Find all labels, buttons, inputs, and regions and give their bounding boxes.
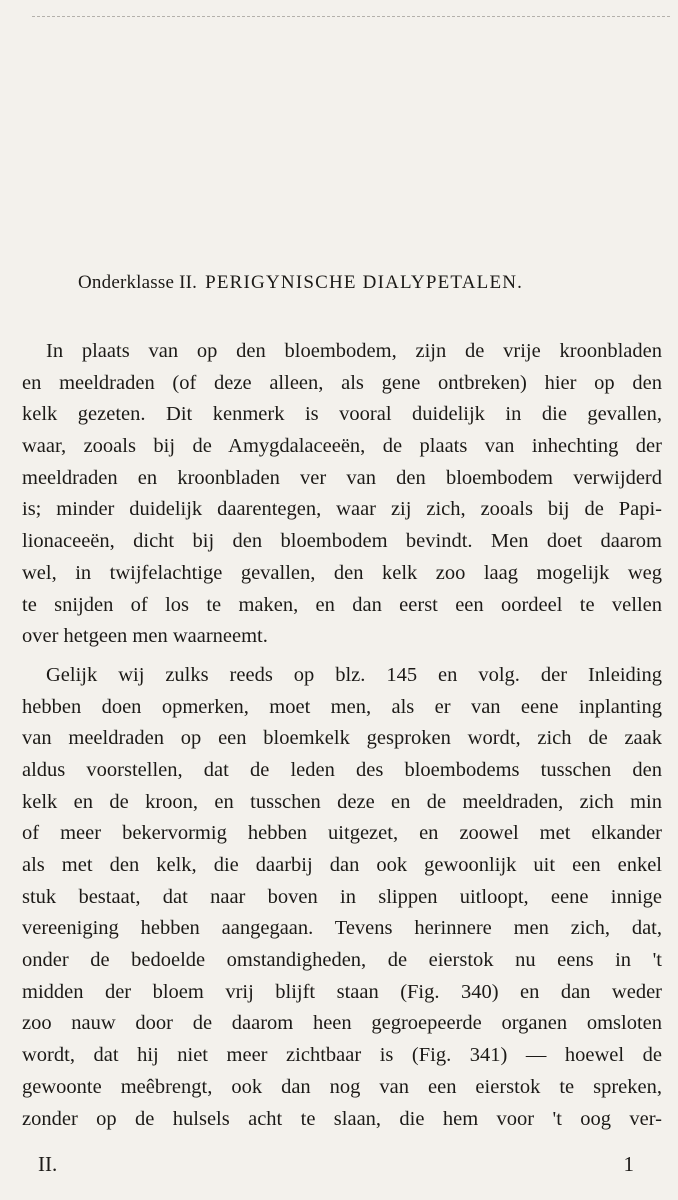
text-line: midden der bloem vrij blijft staan (Fig. 340) en dan weder [22,980,662,1003]
text-line: Gelijk wij zulks reeds op blz. 145 en volg. der Inleiding [46,663,662,686]
paragraph-2 [22,660,662,1135]
text-line: gewoonte meêbrengt, ook dan nog van een eierstok te spreken, [22,1075,662,1098]
text-line: wordt, dat hij niet meer zichtbaar is (Fig. 341) — hoewel de [22,1044,662,1067]
text-line: In plaats van op den bloembodem, zijn de vrije kroonbladen [46,340,662,362]
heading-prefix: Onderklasse II. [78,272,198,293]
text-line: van meeldraden op een bloemkelk gesproken wordt, zich de zaak [22,727,662,750]
signature-mark: II. [38,1152,58,1176]
text-line: of meer bekervormig hebben uitgezet, en zoowel met elkander [22,822,662,845]
text-line: over hetgeen men waarneemt. [22,625,268,648]
text-line: kelk gezeten. Dit kenmerk is vooral duidelijk in die gevallen, [22,403,662,426]
page-footer [22,1152,634,1177]
body-text [22,336,662,1135]
text-line: zonder op de hulsels acht te slaan, die hem voor 't oog ver- [22,1107,662,1130]
section-heading [78,272,638,294]
paragraph-1 [22,336,662,653]
heading-title: PERIGYNISCHE DIALYPETALEN. [205,272,524,293]
text-line: en meeldraden (of deze alleen, als gene ontbreken) hier op den [22,371,662,394]
text-line: wel, in twijfelachtige gevallen, den kelk zoo laag mogelijk weg [22,561,662,584]
sheet-number: 1 [623,1152,634,1176]
text-line: stuk bestaat, dat naar boven in slippen uitloopt, eene innige [22,885,662,908]
text-line: meeldraden en kroonbladen ver van den bloembodem verwijderd [22,466,662,489]
text-line: aldus voorstellen, dat de leden des bloembodems tusschen den [22,758,662,781]
text-line: is; minder duidelijk daarentegen, waar zij zich, zooals bij de Papi- [22,498,662,521]
text-line: vereeniging hebben aangegaan. Tevens herinnere men zich, dat, [22,917,662,940]
text-line: waar, zooals bij de Amygdalaceeën, de plaats van inhechting der [22,435,662,458]
text-line: als met den kelk, die daarbij dan ook gewoonlijk uit een enkel [22,854,662,876]
text-line: hebben doen opmerken, moet men, als er van eene inplanting [22,695,662,718]
text-line: kelk en de kroon, en tusschen deze en de meeldraden, zich min [22,790,662,813]
text-line: lionaceeën, dicht bij den bloembodem bevindt. Men doet daarom [22,530,662,553]
text-line: te snijden of los te maken, en dan eerst een oordeel te vellen [22,593,662,616]
text-line: zoo nauw door de daarom heen gegroepeerde organen omsloten [22,1012,662,1035]
top-rule [32,16,670,17]
text-line: onder de bedoelde omstandigheden, de eierstok nu eens in 't [22,949,662,972]
